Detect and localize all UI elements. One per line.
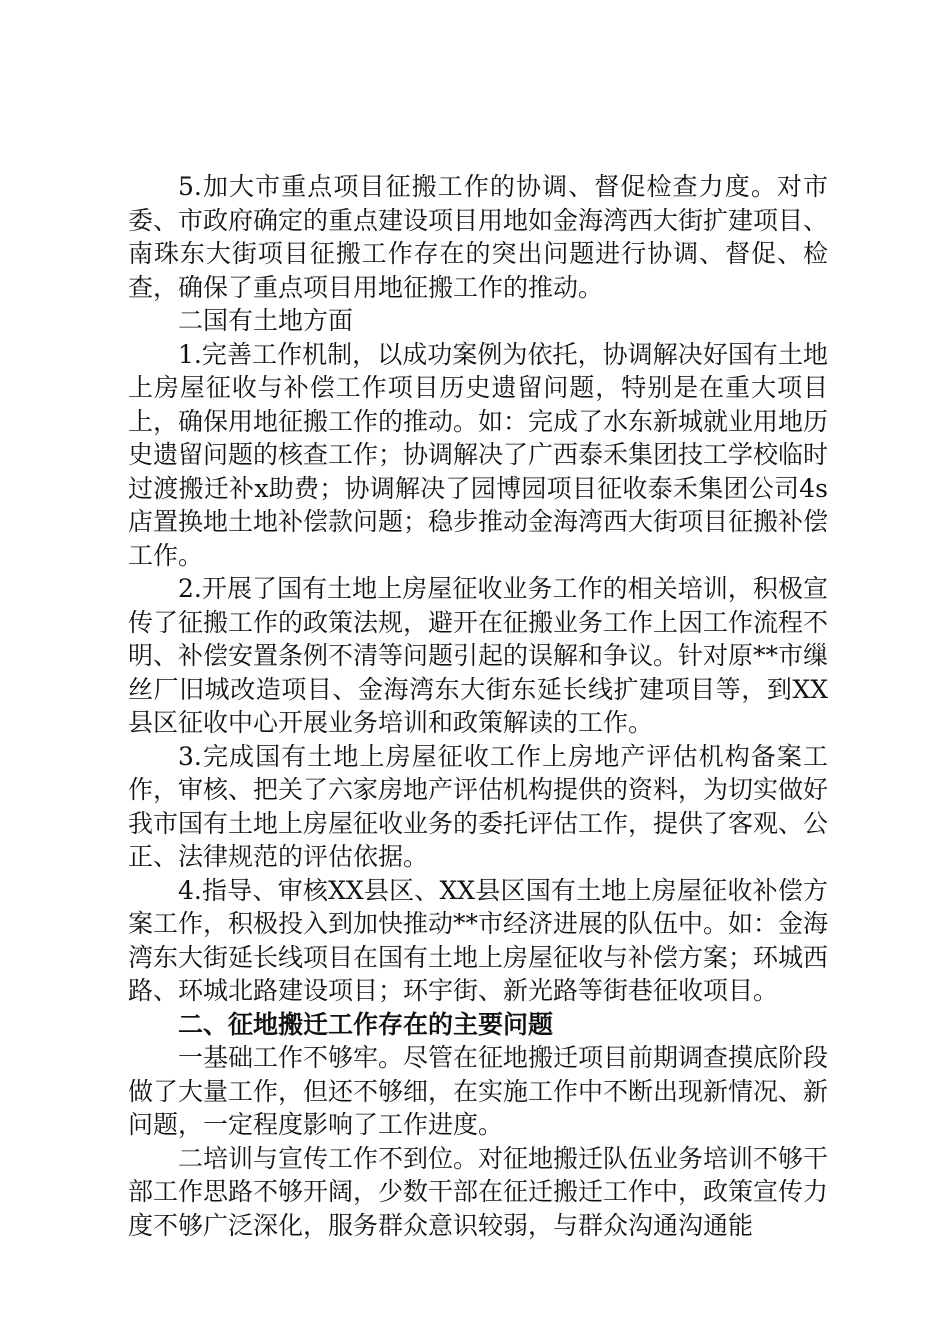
- section-heading-state-land: 二国有土地方面: [178, 306, 354, 335]
- paragraph-compensation-plans: 4.指导、审核XX县区、XX县区国有土地上房屋征收补偿方案工作，积极投入到加快推动**市经济进展的队伍中。如：金海湾东大街延长线项目在国有土地上房屋征收与补偿方案；环城西路、环城北路建设项目；环宇街、新光路等街巷征收项目。: [128, 875, 829, 1005]
- paragraph-training: 2.开展了国有土地上房屋征收业务工作的相关培训，积极宣传了征搬工作的政策法规，避开在征搬业务工作上因工作流程不明、补偿安置条例不清等问题引起的误解和争议。针对原**市缫丝厂旧城改造项目、金海湾东大街东延长线扩建项目等，到XX县区征收中心开展业务培训和政策解读的工作。: [128, 574, 829, 737]
- paragraph-key-project-coordination: 5.加大市重点项目征搬工作的协调、督促检查力度。对市委、市政府确定的重点建设项目用地如金海湾西大街扩建项目、南珠东大街项目征搬工作存在的突出问题进行协调、督促、检查，确保了重点项目用地征搬工作的推动。: [128, 172, 829, 302]
- paragraph-training-publicity: 二培训与宣传工作不到位。对征地搬迁队伍业务培训不够干部工作思路不够开阔，少数干部在征迁搬迁工作中，政策宣传力度不够广泛深化，服务群众意识较弱，与群众沟通沟通能: [128, 1143, 829, 1240]
- paragraph-work-mechanism: 1.完善工作机制，以成功案例为依托，协调解决好国有土地上房屋征收与补偿工作项目历史遗留问题，特别是在重大项目上，确保用地征搬工作的推动。如：完成了水东新城就业用地历史遗留问题的核查工作；协调解决了广西泰禾集团技工学校临时过渡搬迁补x助费；协调解决了园博园项目征收泰禾集团公司4s店置换地土地补偿款问题；稳步推动金海湾西大街项目征搬补偿工作。: [128, 339, 829, 570]
- section-heading-main-problems: 二、征地搬迁工作存在的主要问题: [178, 1009, 554, 1039]
- paragraph-appraisal-filing: 3.完成国有土地上房屋征收工作上房地产评估机构备案工作，审核、把关了六家房地产评估机构提供的资料，为切实做好我市国有土地上房屋征收业务的委托评估工作，提供了客观、公正、法律规范的评估依据。: [128, 741, 829, 871]
- paragraph-foundation-work: 一基础工作不够牢。尽管在征地搬迁项目前期调查摸底阶段做了大量工作，但还不够细，在实施工作中不断出现新情况、新问题，一定程度影响了工作进度。: [128, 1043, 829, 1139]
- document-body: [128, 170, 828, 1242]
